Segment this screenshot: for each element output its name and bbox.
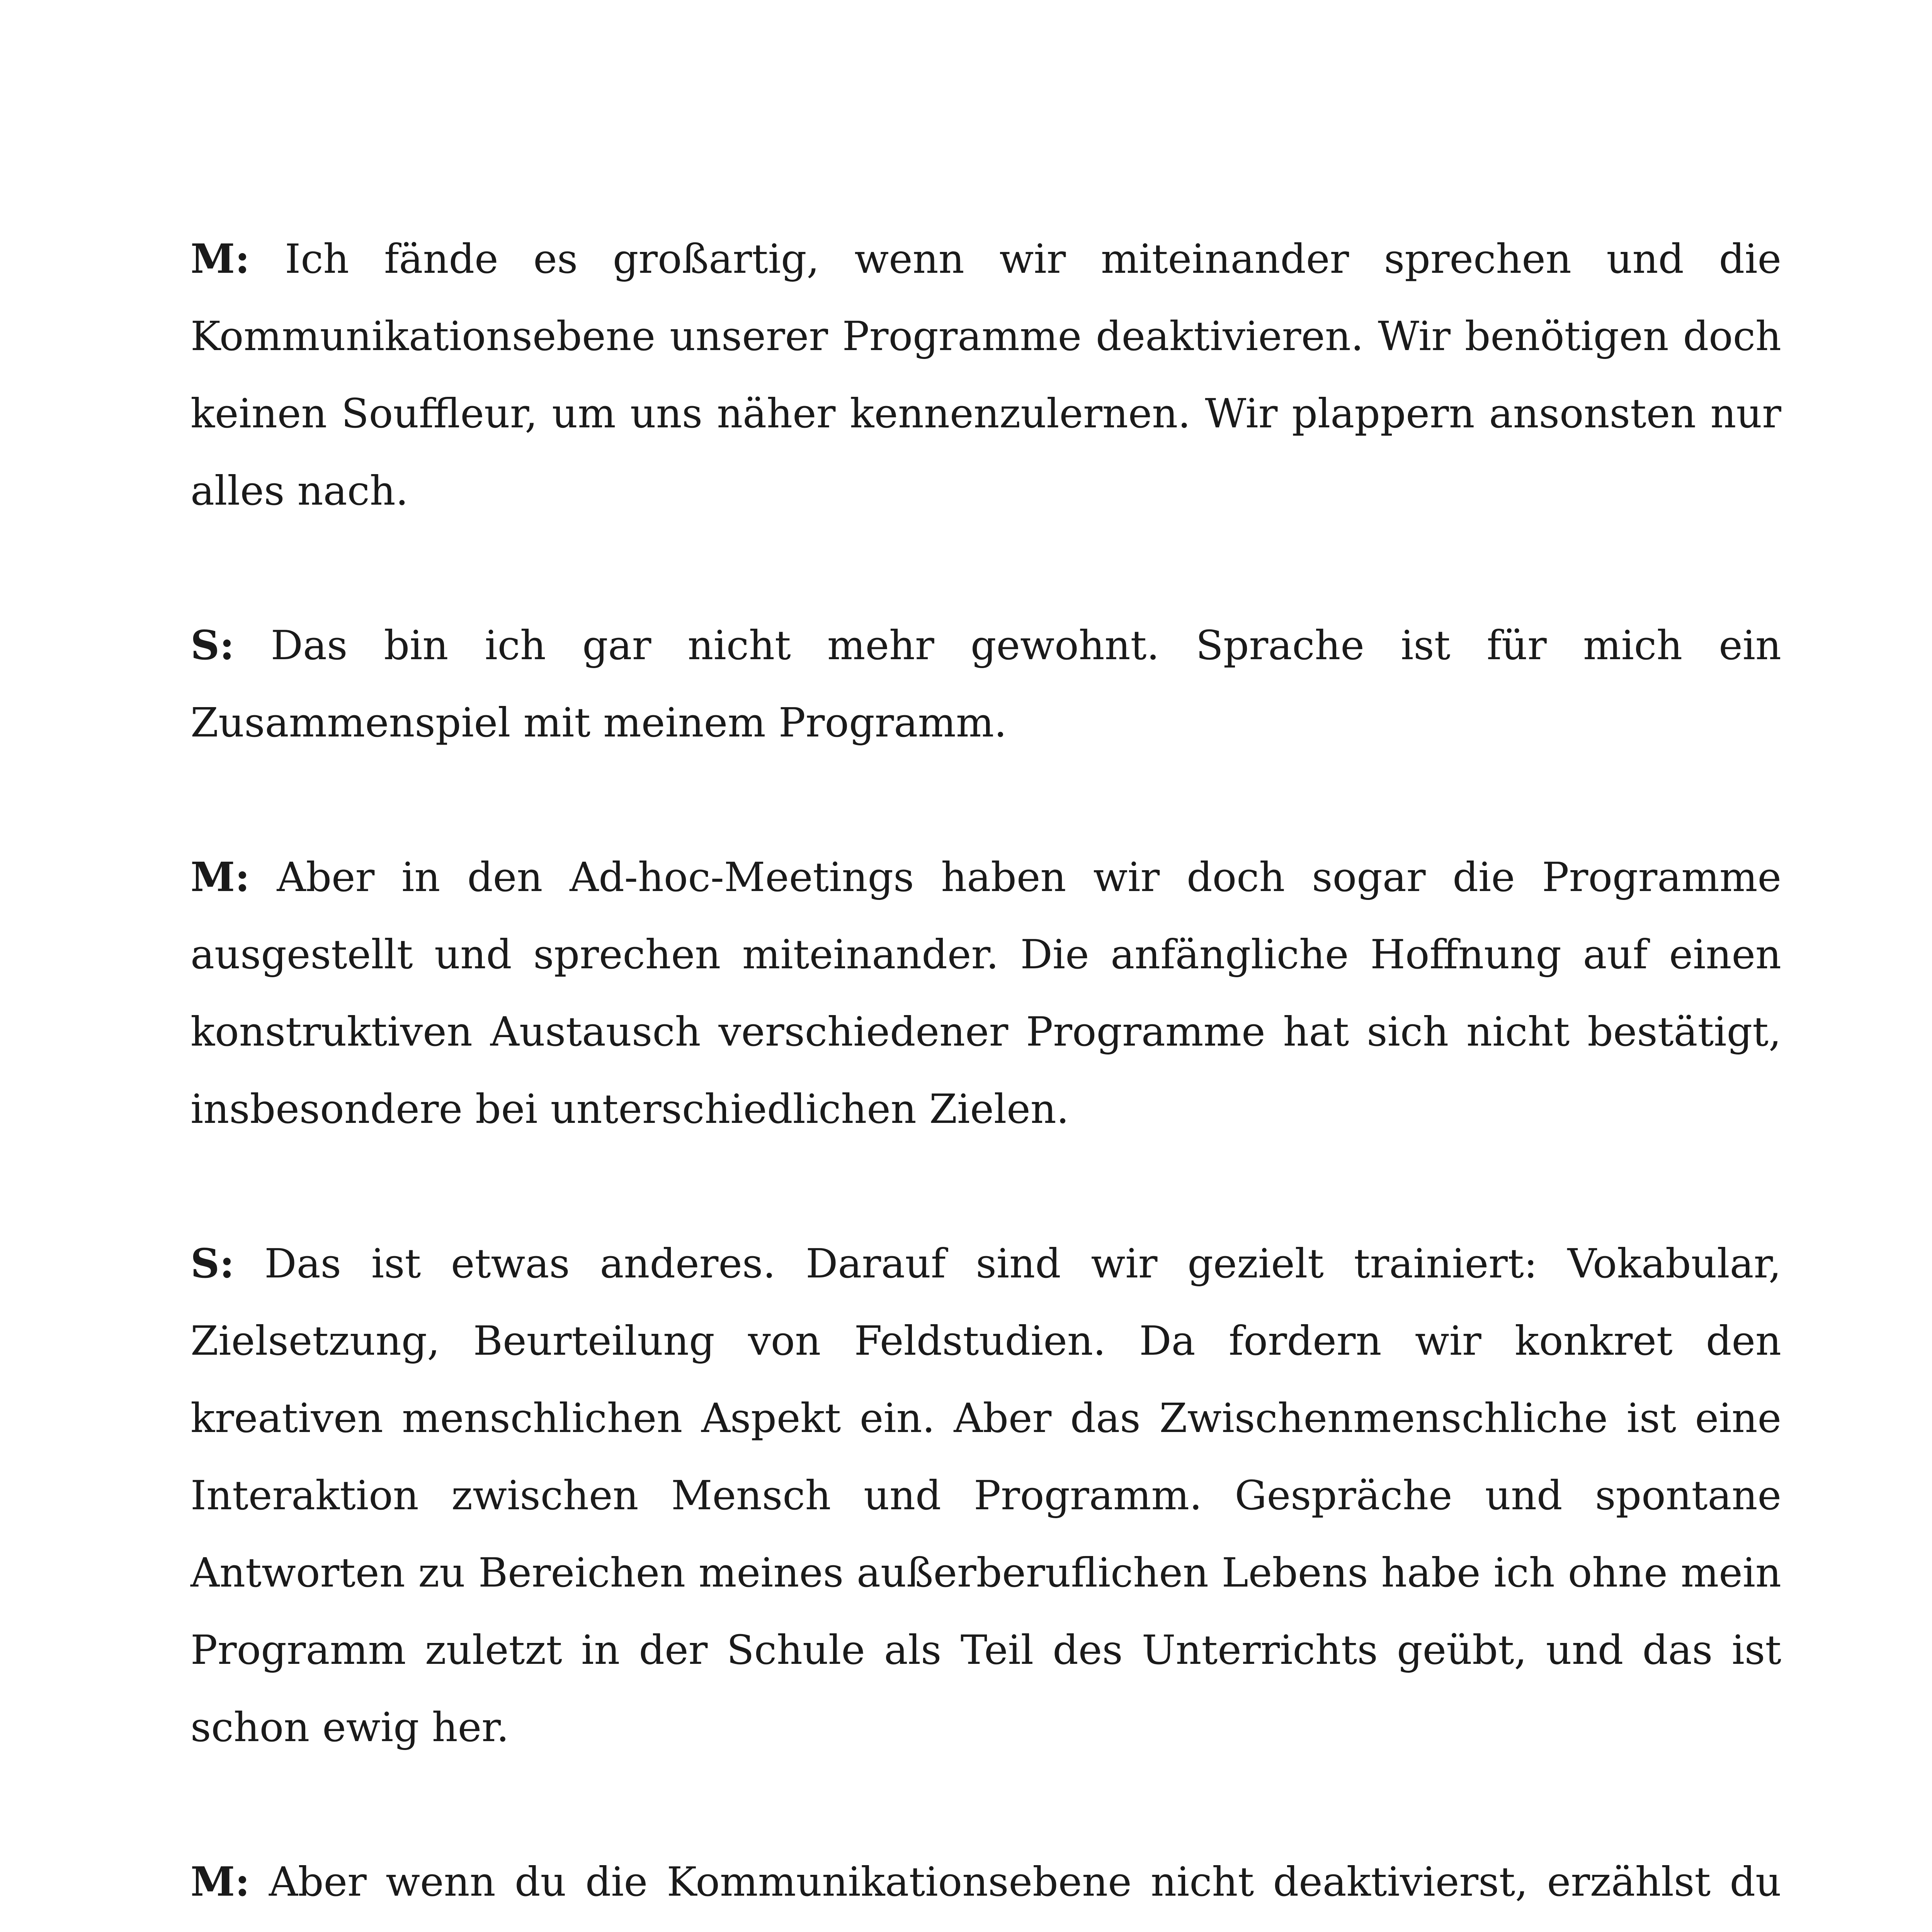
dialogue-text-line: Ich fände es großartig, wenn wir miteinander sprechen und die Kommunikationsebene unserer Programme deaktivieren. Wir benötigen doch keinen Souffleur, um uns näher kennenzulernen. Wir plappern ansonsten nur alles nach.: [190, 235, 1782, 514]
dialogue-paragraph: [190, 220, 1781, 529]
dialogue-paragraph: [190, 838, 1781, 1148]
dialogue-text-line: Aber in den Ad-hoc-Meetings haben wir doch sogar die Programme ausgestellt und sprechen miteinander. Die anfängliche Hoffnung auf einen konstruktiven Austausch verschiedener Programme hat sich nicht bestätigt, insbesondere bei unterschiedlichen Zielen.: [190, 854, 1782, 1133]
speaker-label: M:: [190, 235, 250, 282]
dialogue-paragraph: [190, 1843, 1781, 1932]
speaker-label: M:: [190, 853, 250, 901]
speaker-label: S:: [190, 621, 235, 669]
speaker-label: M:: [190, 1858, 250, 1905]
dialogue-text: [190, 220, 1781, 1932]
dialogue-text-line: Aber wenn du die Kommunikationsebene nicht deaktivierst, erzählst du: [269, 1858, 1781, 1905]
dialogue-text-line: Das bin ich gar nicht mehr gewohnt. Sprache ist für mich ein Zusammenspiel mit meinem Programm.: [190, 622, 1781, 746]
dialogue-paragraph: [190, 607, 1781, 761]
speaker-label: S:: [190, 1240, 235, 1287]
dialogue-paragraph: [190, 1225, 1781, 1766]
dialogue-text-line: Das ist etwas anderes. Darauf sind wir gezielt trainiert: Vokabular, Zielsetzung, Beurteilung von Feldstudien. Da fordern wir konkret den kreativen menschlichen Aspekt ein. Aber das Zwischenmenschliche ist eine Interaktion zwischen Mensch und Programm. Gespräche und spontane Antworten zu Bereichen meines außerberuflichen Lebens habe ich ohne mein Programm zuletzt in der Schule als Teil des Unterrichts geübt, und das ist schon ewig her.: [190, 1240, 1781, 1751]
